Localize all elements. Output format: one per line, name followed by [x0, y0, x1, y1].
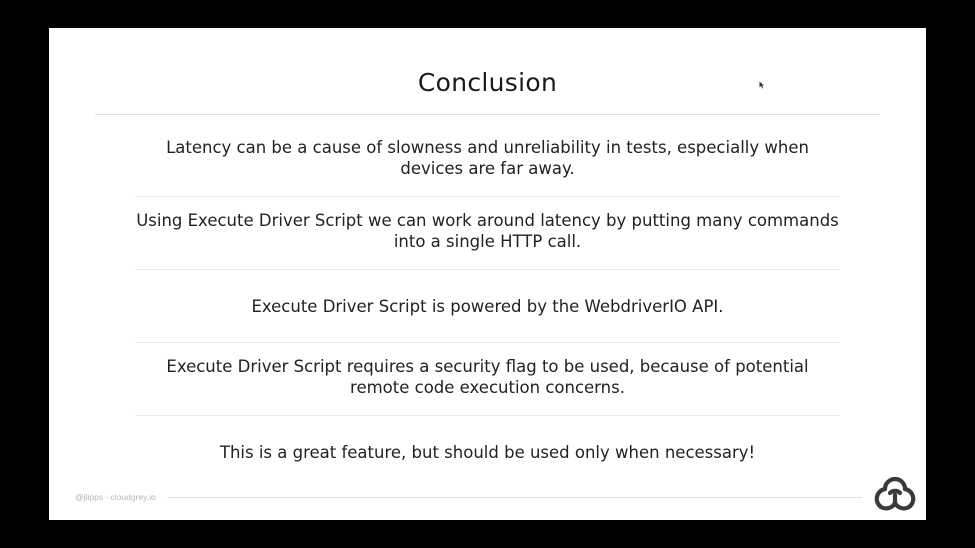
conclusion-point-3: Execute Driver Script is powered by the WebdriverIO API. [251, 296, 724, 316]
conclusion-point-1: Latency can be a cause of slowness and unreliability in tests, especially when devices are far away. [166, 138, 809, 178]
conclusion-point-2: Using Execute Driver Script we can work around latency by putting many commands into a single HTTP call. [136, 211, 839, 251]
presentation-slide [49, 28, 926, 520]
point-divider [135, 342, 840, 343]
slide-title: Conclusion [417, 68, 558, 97]
cloudgrey-logo-icon [873, 473, 917, 513]
conclusion-point-5: This is a great feature, but should be used only when necessary! [219, 442, 756, 462]
footer-divider [167, 497, 862, 498]
mouse-pointer-icon [759, 81, 765, 89]
point-divider [135, 415, 840, 416]
title-divider [95, 114, 880, 115]
point-divider [135, 196, 840, 197]
point-divider [135, 269, 840, 270]
footer-credit: @jlipps · cloudgrey.io [75, 492, 156, 502]
conclusion-point-4: Execute Driver Script requires a security flag to be used, because of potential remote code execution concerns. [166, 357, 809, 397]
